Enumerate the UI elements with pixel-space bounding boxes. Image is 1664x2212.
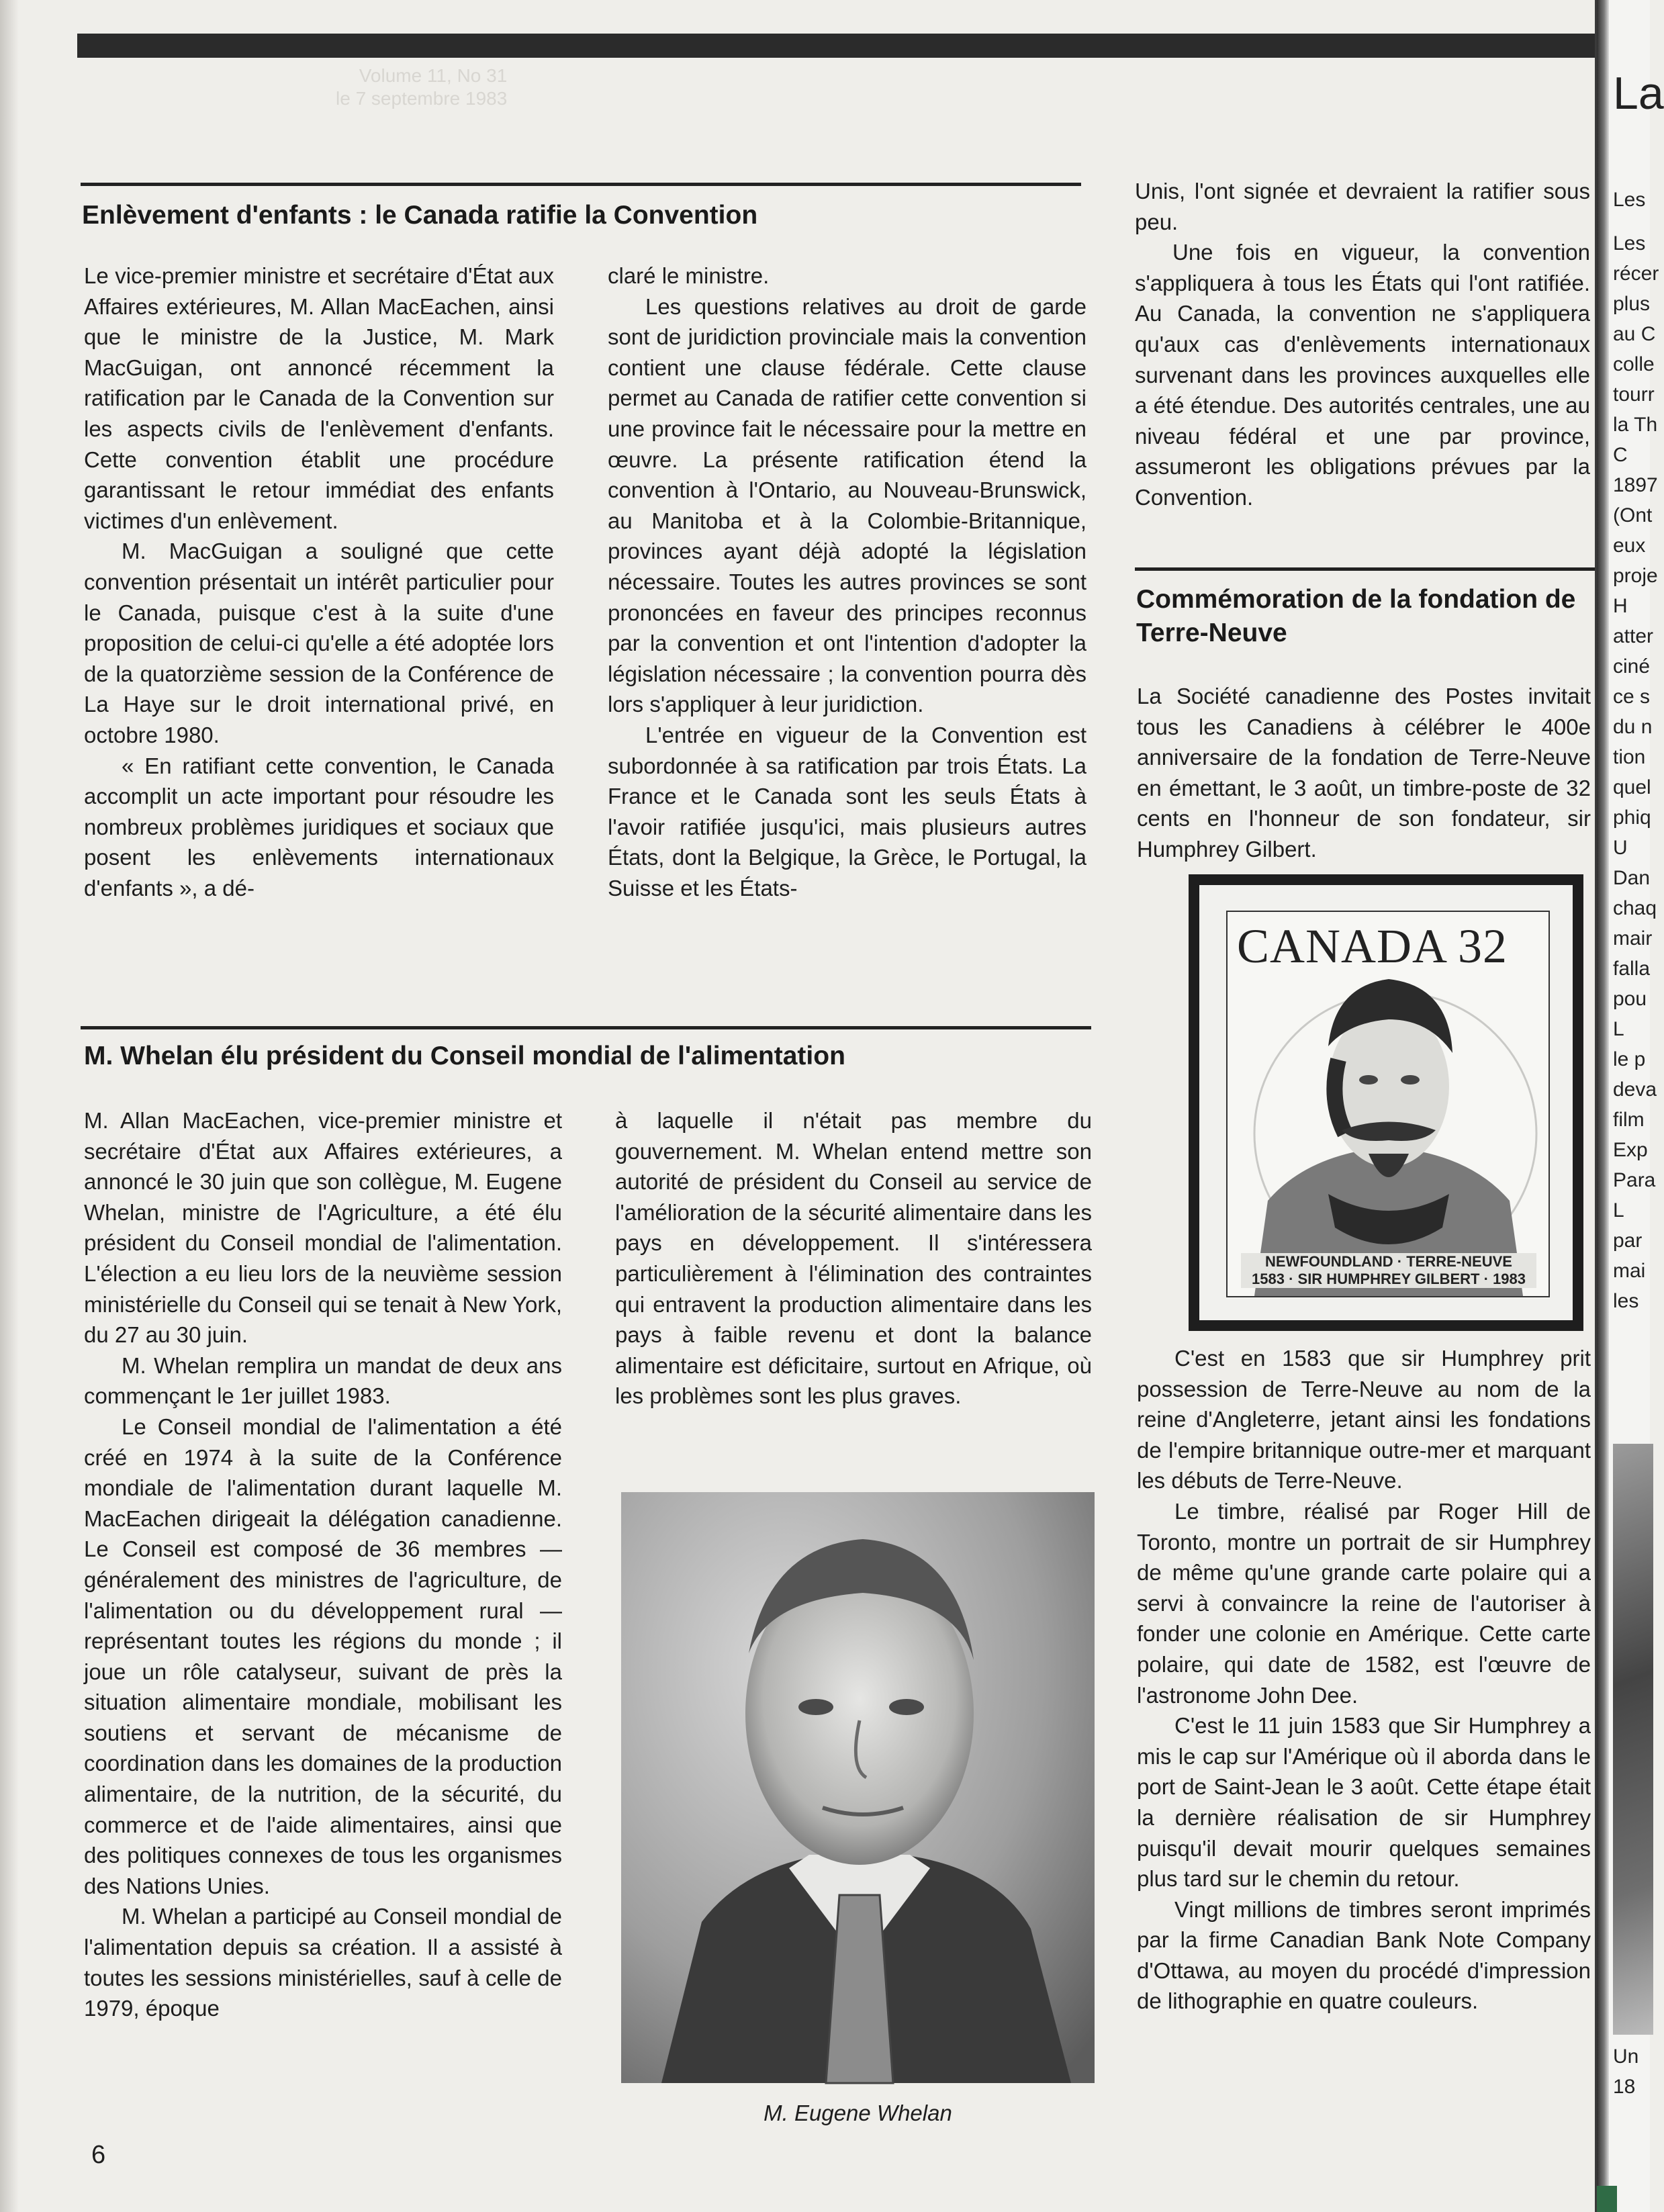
whelan-portrait-photo: [621, 1492, 1095, 2083]
article-rule: [81, 1026, 1091, 1029]
bleed-line: H: [1613, 595, 1628, 617]
bleed-line: deva: [1613, 1078, 1657, 1101]
bleed-line: le p: [1613, 1048, 1646, 1070]
bleed-line: quel: [1613, 776, 1651, 798]
article2-title: M. Whelan élu président du Conseil mondial de l'alimentation: [84, 1042, 845, 1070]
paragraph: La Société canadienne des Postes invitait tous les Canadiens à célébrer le 400e anniversaire de la fondation de Terre-Neuve en émettant, le 3 août, un timbre-poste de 32 cents en l'honneur de son fondateur, sir Humphrey Gilbert.: [1137, 684, 1591, 862]
bleed-line: par: [1613, 1230, 1643, 1252]
bleed-line: les: [1613, 1290, 1639, 1312]
paragraph: M. Allan MacEachen, vice-premier ministre et secrétaire d'État aux Affaires extérieures, a annoncé le 30 juin que son collègue, M. Eugene Whelan, ministre de l'Agriculture, a été élu président du Conseil mondial de l'alimentation. L'élection a eu lieu lors de la neuvième session ministérielle du Conseil qui se tenait à New York, du 27 au 30 juin.: [84, 1108, 562, 1348]
show-through-header: [336, 64, 507, 110]
show-through-line: le 7 septembre 1983: [336, 88, 508, 109]
article3-title: Commémoration de la fondation de Terre-Neuve: [1136, 585, 1576, 647]
article1-column-2: [608, 261, 1087, 903]
bleed-line: Dan: [1613, 867, 1651, 889]
bleed-line: mair: [1613, 927, 1653, 950]
article2-column-1: [84, 1105, 562, 2024]
facing-page-text: [1613, 185, 1659, 1316]
bleed-line: Para: [1613, 1169, 1656, 1191]
paragraph: « En ratifiant cette convention, le Canada accomplit un acte important pour résoudre les nombreux problèmes juridiques et sociaux que posent les enlèvements internationaux d'enfants », a dé-: [84, 753, 554, 901]
bleed-line: la Th: [1613, 414, 1658, 436]
bleed-line: C: [1613, 444, 1628, 466]
bleed-line: atter: [1613, 625, 1654, 647]
bleed-line: Exp: [1613, 1139, 1648, 1161]
paragraph: Le vice-premier ministre et secrétaire d'État aux Affaires extérieures, M. Allan MacEachen, ainsi que le ministre de la Justice, M. Mark MacGuigan, ont annoncé récemment la ratification par le Canada de la Convention sur les aspects civils de l'enlèvement d'enfants. Cette convention établit une procédure garantissant le retour immédiat des enfants victimes d'un enlèvement.: [84, 263, 554, 533]
bleed-line: proje: [1613, 565, 1658, 587]
bleed-line: colle: [1613, 353, 1655, 375]
bleed-line: tion: [1613, 746, 1646, 768]
article1-column-3: [1135, 176, 1590, 513]
bleed-line: 18: [1613, 2076, 1636, 2098]
paragraph: Le Conseil mondial de l'alimentation a été créé en 1974 à la suite de la Conférence mondiale de l'alimentation durant laquelle M. MacEachen dirigeait la délégation canadienne. Le Conseil est composé de 36 membres — généralement des ministres de l'agriculture, de l'alimentation ou du développement rural — représentant toutes les régions du monde ; il joue un rôle catalyseur, suivant de près la situation alimentaire mondiale, mobilisant les soutiens et servant de mécanisme de coordination dans les domaines de la production alimentaire, de la nutrition, de la sécurité, du commerce et de l'aide alimentaires, ainsi que des politiques connexes de tous les organismes des Nations Unies.: [84, 1414, 562, 1898]
paragraph: Le timbre, réalisé par Roger Hill de Toronto, montre un portrait de sir Humphrey de même qu'une grande carte polaire qui a servi à convaincre la reine de l'autoriser à fonder une colonie en Amérique. Cette carte polaire, qui date de 1582, est l'œuvre de l'astronome John Dee.: [1137, 1498, 1591, 1708]
bleed-line: pou: [1613, 988, 1647, 1010]
top-banner-bar: [77, 34, 1595, 58]
bleed-line: mai: [1613, 1260, 1646, 1282]
article3-body: [1137, 1343, 1591, 2017]
facing-page-photo: [1613, 1444, 1653, 2035]
bleed-line: eux: [1613, 535, 1646, 557]
bleed-line: L: [1613, 1018, 1624, 1040]
binding-gutter: [1597, 0, 1609, 2212]
portrait-drawing: [621, 1492, 1095, 2083]
stamp-country-value: CANADA 32: [1237, 919, 1508, 973]
bleed-line: chaq: [1613, 897, 1657, 919]
bleed-line: du n: [1613, 716, 1653, 738]
paragraph: à laquelle il n'était pas membre du gouvernement. M. Whelan entend mettre son autorité de président du Conseil au service de l'amélioration de la sécurité alimentaire dans les pays en développement. Il s'intéressera particulièrement à l'élimination des contraintes qui entravent la production alimentaire dans les pays à faible revenu et dont la balance alimentaire est déficitaire, surtout en Afrique, où les problèmes sont les plus graves.: [615, 1108, 1092, 1409]
facing-page-photo-caption: [1613, 2041, 1653, 2102]
stamp-caption-line: NEWFOUNDLAND · TERRE-NEUVE: [1265, 1253, 1512, 1270]
article1-title: Enlèvement d'enfants : le Canada ratifie la Convention: [82, 201, 758, 230]
article3-intro: [1137, 681, 1591, 865]
paragraph: M. MacGuigan a souligné que cette convention présentait un intérêt particulier pour le Canada, puisque c'est à la suite d'une proposition de celui-ci qu'elle a été adoptée lors de la quatorzième session de la Conférence de La Haye sur le droit international privé, en octobre 1980.: [84, 539, 554, 747]
paragraph: claré le ministre.: [608, 263, 770, 288]
article1-column-1: [84, 261, 554, 903]
bleed-line: (Ont: [1613, 504, 1653, 526]
bleed-line: falla: [1613, 958, 1651, 980]
bleed-line: ciné: [1613, 655, 1651, 678]
bleed-line: 1897: [1613, 474, 1658, 496]
newfoundland-stamp: [1226, 911, 1550, 1297]
article-rule: [81, 183, 1081, 186]
bleed-line: Les: [1613, 189, 1646, 211]
paragraph: M. Whelan a participé au Conseil mondial de l'alimentation depuis sa création. Il a assisté à toutes les sessions ministérielles, sauf à celle de 1979, époque: [84, 1904, 562, 2021]
paragraph: Une fois en vigueur, la convention s'appliquera à tous les États qui l'ont ratifiée. Au Canada, la convention ne s'appliquera qu'aux cas d'enlèvements internationaux survenant dans les provinces auxquelles elle a été étendue. Des autorités centrales, une au niveau fédéral et une par province, assumeront les obligations prévues par la Convention.: [1135, 240, 1590, 510]
page-edge-shadow: [0, 0, 19, 2212]
bleed-line: film: [1613, 1109, 1645, 1131]
green-edge-strip: [1597, 2186, 1617, 2212]
paragraph: M. Whelan remplira un mandat de deux ans commençant le 1er juillet 1983.: [84, 1352, 562, 1409]
photo-caption: M. Eugene Whelan: [764, 2101, 952, 2125]
bleed-line: récer: [1613, 263, 1659, 285]
bleed-line: plus: [1613, 293, 1651, 315]
show-through-line: Volume 11, No 31: [359, 65, 508, 86]
paragraph: L'entrée en vigueur de la Convention est subordonnée à sa ratification par trois États. La France et le Canada sont les seuls États à l'avoir ratifiée jusqu'ici, mais plusieurs autres États, dont la Belgique, la Grèce, le Portugal, la Suisse et les États-: [608, 722, 1087, 901]
facing-page-edge: [1595, 0, 1664, 2212]
paragraph: C'est le 11 juin 1583 que Sir Humphrey a mis le cap sur l'Amérique où il aborda dans le port de Saint-Jean le 3 août. Cette étape était la dernière réalisation de sir Humphrey puisqu'il devait mourir quelques semaines plus tard sur le chemin du retour.: [1137, 1713, 1591, 1892]
article-rule: [1135, 567, 1595, 571]
facing-page-heading: La: [1613, 68, 1664, 119]
paragraph: Vingt millions de timbres seront imprimés par la firme Canadian Bank Note Company d'Ottawa, au moyen du procédé d'impression de lithographie en quatre couleurs.: [1137, 1896, 1591, 2014]
bleed-line: tourr: [1613, 383, 1655, 406]
paragraph: C'est en 1583 que sir Humphrey prit possession de Terre-Neuve au nom de la reine d'Angleterre, jetant ainsi les fondations de l'empire britannique outre-mer et marquant les débuts de Terre-Neuve.: [1137, 1346, 1591, 1493]
article2-column-2: [615, 1105, 1092, 1412]
bleed-line: L: [1613, 1199, 1624, 1222]
stamp-caption-line: 1583 · SIR HUMPHREY GILBERT · 1983: [1252, 1271, 1526, 1287]
bleed-line: U: [1613, 837, 1628, 859]
stamp-caption: [1241, 1253, 1536, 1288]
page-number: 6: [91, 2141, 106, 2169]
bleed-line: phiq: [1613, 807, 1651, 829]
paragraph: Unis, l'ont signée et devraient la ratifier sous peu.: [1135, 179, 1590, 234]
bleed-line: au C: [1613, 323, 1656, 345]
bleed-line: Les: [1613, 232, 1646, 255]
bleed-line: Un: [1613, 2045, 1639, 2068]
paragraph: Les questions relatives au droit de garde sont de juridiction provinciale mais la convention contient une clause fédérale. Cette clause permet au Canada de ratifier cette convention si une province fait le nécessaire pour la mettre en œuvre. La présente ratification étend la convention à l'Ontario, au Nouveau-Brunswick, au Manitoba et à la Colombie-Britannique, provinces ayant déjà adopté la législation nécessaire. Toutes les autres provinces se sont prononcées en faveur des principes reconnus par la convention et ont l'intention d'adopter la législation nécessaire ; la convention pourra dès lors s'appliquer à leur juridiction.: [608, 293, 1087, 717]
bleed-line: ce s: [1613, 686, 1651, 708]
